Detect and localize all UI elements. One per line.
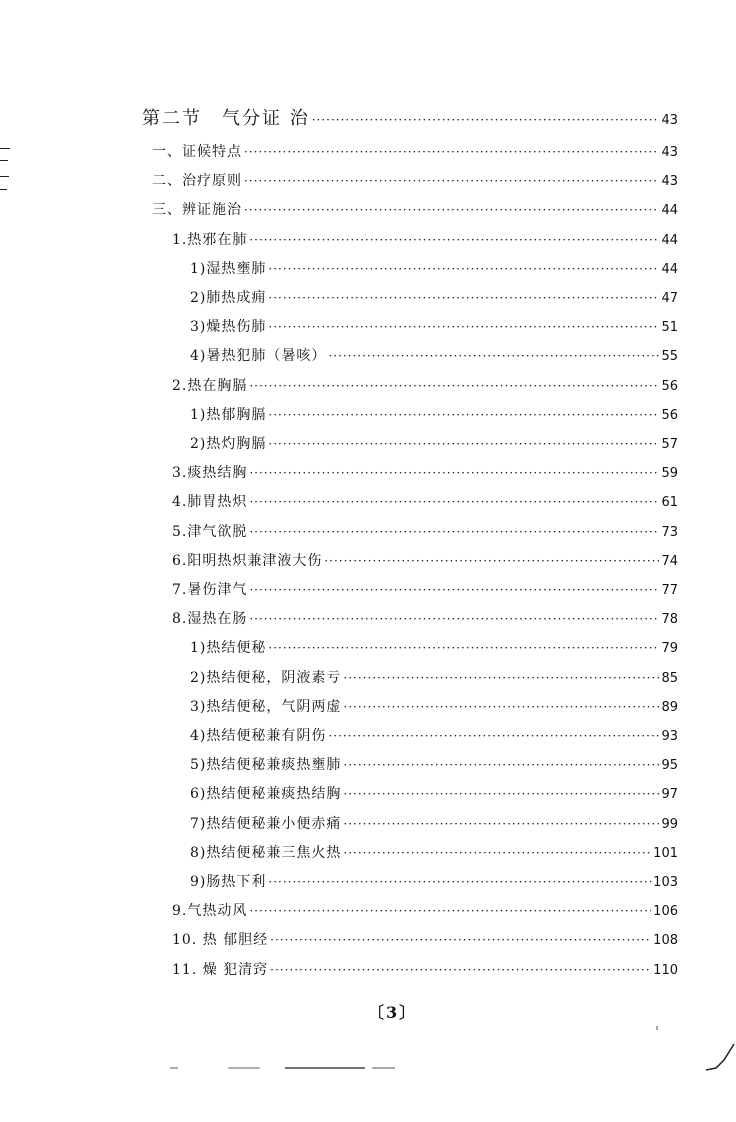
section-title: 第二节 气分证 治 [142, 108, 310, 129]
toc-entry-page: 43 [661, 145, 678, 160]
leader-dots [343, 667, 659, 689]
leader-dots [328, 725, 659, 747]
toc-entry-page: 73 [661, 525, 678, 540]
toc-entry [190, 316, 678, 338]
toc-entry-title: 1)湿热壅肺 [190, 261, 267, 277]
toc-entry-title: 三、辨证施治 [152, 202, 242, 218]
toc-entry-title: 2)热灼胸膈 [190, 436, 267, 452]
leader-dots [249, 462, 659, 484]
leader-dots [268, 637, 659, 659]
toc-entry [190, 696, 678, 718]
toc-entry-page: 110 [653, 963, 678, 978]
toc-entry [190, 667, 678, 689]
leader-dots [270, 929, 651, 951]
leader-dots [343, 842, 651, 864]
toc-entry-title: 9)肠热下利 [190, 874, 267, 890]
section-page: 43 [661, 113, 678, 128]
toc-entry-page: 61 [661, 495, 678, 510]
toc-entry-page: 44 [661, 203, 678, 218]
toc-entry [172, 229, 678, 251]
toc-entry-title: 一、证候特点 [152, 144, 242, 160]
margin-mark [0, 148, 10, 149]
toc-entry-page: 55 [661, 349, 678, 364]
toc-entry [172, 550, 678, 572]
toc-entry-title: 1.热邪在肺 [172, 232, 248, 248]
toc-entry-page: 85 [661, 671, 678, 686]
leader-dots [249, 229, 659, 251]
toc-entry [152, 199, 678, 221]
toc-entry-title: 5.津气欲脱 [172, 524, 248, 540]
leader-dots [249, 579, 659, 601]
toc-entry-page: 51 [661, 320, 678, 335]
leader-dots [268, 287, 659, 309]
leader-dots [343, 754, 659, 776]
toc-entry [190, 783, 678, 805]
leader-dots [249, 900, 651, 922]
toc-entry-title: 4.肺胃热炽 [172, 494, 248, 510]
page-number: 〔3〕 [368, 1003, 418, 1022]
margin-mark [0, 160, 8, 161]
toc-entry [190, 754, 678, 776]
leader-dots [268, 433, 659, 455]
toc-entry-title: 3)燥热伤肺 [190, 319, 267, 335]
toc-entry [172, 900, 678, 922]
toc-entry [190, 404, 678, 426]
toc-entry [190, 813, 678, 835]
toc-entry [172, 521, 678, 543]
toc-entry [152, 170, 678, 192]
toc-entry-title: 10. 热 郁胆经 [172, 932, 269, 948]
leader-dots [343, 813, 659, 835]
toc-entry-page: 44 [661, 233, 678, 248]
leader-dots [328, 345, 659, 367]
toc-entry [172, 579, 678, 601]
toc-entry-page: 78 [661, 612, 678, 627]
toc-entry [172, 929, 678, 951]
toc-entry-page: 103 [653, 875, 678, 890]
toc-entry-title: 4)热结便秘兼有阴伤 [190, 728, 327, 744]
leader-dots [270, 959, 651, 981]
toc-entry [190, 345, 678, 367]
toc-entry-page: 101 [653, 846, 678, 861]
toc-entry [190, 433, 678, 455]
toc-entry-page: 57 [661, 437, 678, 452]
leader-dots [249, 491, 659, 513]
toc-entry-page: 56 [661, 408, 678, 423]
leader-dots [268, 404, 659, 426]
toc-entry-title: 6.阳明热炽兼津液大伤 [172, 553, 323, 569]
toc-entry-page: 89 [661, 700, 678, 715]
leader-dots [268, 316, 659, 338]
leader-dots [343, 696, 659, 718]
toc-entry-page: 93 [661, 729, 678, 744]
leader-dots [249, 521, 659, 543]
toc-entry [190, 287, 678, 309]
leader-dots [268, 871, 651, 893]
leader-dots [244, 141, 659, 163]
toc-entry [172, 959, 678, 981]
toc-entry [190, 258, 678, 280]
toc-entry-page: 56 [661, 379, 678, 394]
toc-entry-title: 8)热结便秘兼三焦火热 [190, 845, 342, 861]
toc-entry-page: 97 [661, 787, 678, 802]
leader-dots [343, 783, 659, 805]
toc-entry [172, 375, 678, 397]
leader-dots [312, 109, 660, 131]
leader-dots [244, 170, 659, 192]
leader-dots [249, 608, 659, 630]
toc-entry-title: 4)暑热犯肺（暑咳） [190, 348, 327, 364]
toc-entry-title: 1)热郁胸膈 [190, 407, 267, 423]
toc-entry-page: 95 [661, 758, 678, 773]
toc-entry [190, 725, 678, 747]
toc-entry-title: 9.气热动风 [172, 903, 248, 919]
leader-dots [244, 199, 659, 221]
toc-entry-title: 二、治疗原则 [152, 173, 242, 189]
toc-entry-page: 59 [661, 466, 678, 481]
toc-entry-title: 7)热结便秘兼小便赤痛 [190, 816, 342, 832]
toc-entry-title: 6)热结便秘兼痰热结胸 [190, 786, 342, 802]
toc-entry-page: 79 [661, 641, 678, 656]
toc-entry-page: 74 [661, 554, 678, 569]
toc-entry-title: 5)热结便秘兼痰热壅肺 [190, 757, 342, 773]
toc-entry [172, 491, 678, 513]
toc-entry [190, 637, 678, 659]
toc-entry [172, 462, 678, 484]
toc-entry-title: 2)热结便秘，阴液素亏 [190, 670, 342, 686]
toc-section-heading [142, 108, 678, 130]
toc-entry-title: 11. 燥 犯清窍 [172, 962, 269, 978]
toc-entry-title: 2)肺热成痈 [190, 290, 267, 306]
toc-entry-page: 106 [653, 904, 678, 919]
toc-entry-page: 77 [661, 583, 678, 598]
toc-entry-page: 47 [661, 291, 678, 306]
toc-entry [190, 842, 678, 864]
toc-entry-title: 1)热结便秘 [190, 640, 267, 656]
toc-entry [152, 141, 678, 163]
toc-entry-page: 44 [661, 262, 678, 277]
leader-dots [268, 258, 659, 280]
margin-mark [0, 176, 9, 177]
toc-entry [172, 608, 678, 630]
margin-mark [0, 189, 7, 190]
toc-entry-title: 7.暑伤津气 [172, 582, 248, 598]
toc-entry-title: 8.湿热在肠 [172, 611, 248, 627]
toc-entry-page: 99 [661, 817, 678, 832]
toc-entry-title: 3.痰热结胸 [172, 465, 248, 481]
toc-entry-page: 43 [661, 174, 678, 189]
leader-dots [324, 550, 659, 572]
toc-entry-title: 2.热在胸膈 [172, 378, 248, 394]
leader-dots [249, 375, 659, 397]
toc-entry-title: 3)热结便秘，气阴两虚 [190, 699, 342, 715]
toc-entry-page: 108 [653, 933, 678, 948]
toc-entry [190, 871, 678, 893]
